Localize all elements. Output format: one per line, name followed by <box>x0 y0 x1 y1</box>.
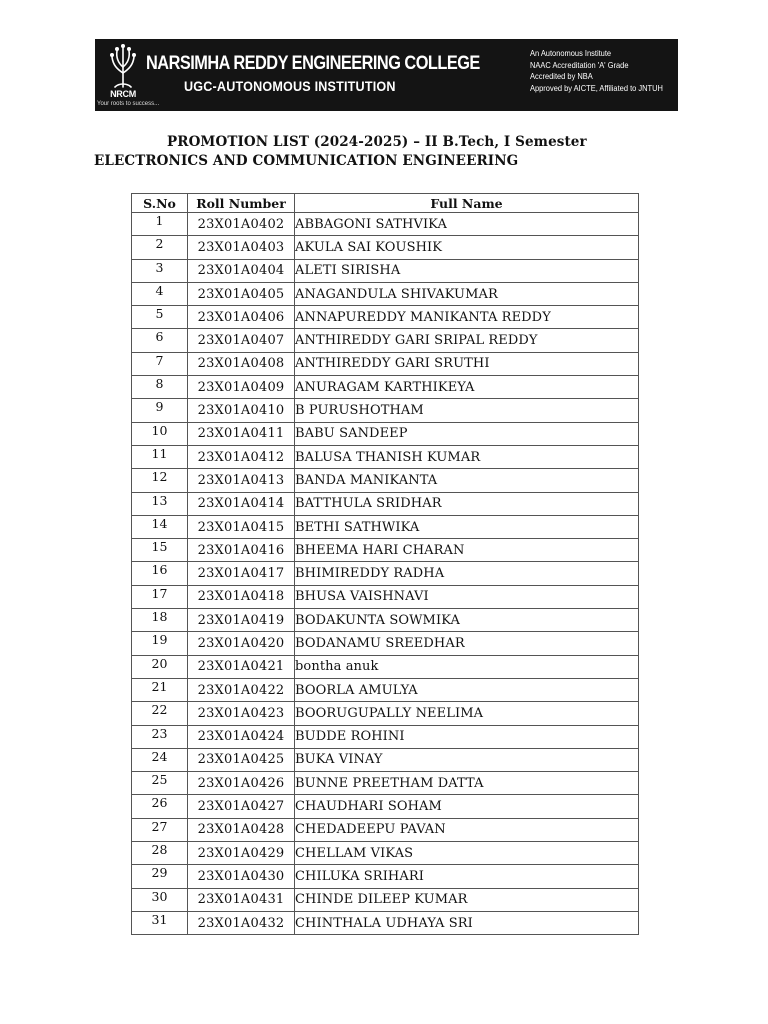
table-row <box>132 585 639 608</box>
full-name-cell: BABU SANDEEP <box>295 422 639 445</box>
table-row <box>132 865 639 888</box>
roll-number-cell: 23X01A0426 <box>188 772 295 795</box>
full-name-cell: AKULA SAI KOUSHIK <box>295 236 639 259</box>
sno-cell: 29 <box>132 865 188 888</box>
table-row <box>132 352 639 375</box>
sno-cell: 20 <box>132 655 188 678</box>
sno-cell: 28 <box>132 842 188 865</box>
table-row <box>132 772 639 795</box>
full-name-cell: BUNNE PREETHAM DATTA <box>295 772 639 795</box>
accreditation-line: NAAC Accreditation 'A' Grade <box>530 59 629 70</box>
sno-cell: 31 <box>132 911 188 934</box>
roll-number-cell: 23X01A0423 <box>188 702 295 725</box>
table-row <box>132 213 639 236</box>
full-name-cell: BOORLA AMULYA <box>295 678 639 701</box>
college-logo <box>101 43 145 107</box>
roll-number-cell: 23X01A0429 <box>188 842 295 865</box>
sno-cell: 12 <box>132 469 188 492</box>
full-name-cell: BALUSA THANISH KUMAR <box>295 445 639 468</box>
sno-cell: 8 <box>132 376 188 399</box>
full-name-cell: BOORUGUPALLY NEELIMA <box>295 702 639 725</box>
sno-cell: 11 <box>132 445 188 468</box>
roll-number-cell: 23X01A0430 <box>188 865 295 888</box>
roll-number-cell: 23X01A0424 <box>188 725 295 748</box>
full-name-cell: BETHI SATHWIKA <box>295 515 639 538</box>
table-row <box>132 888 639 911</box>
table-row <box>132 539 639 562</box>
roll-number-cell: 23X01A0403 <box>188 236 295 259</box>
roll-number-cell: 23X01A0413 <box>188 469 295 492</box>
table-row <box>132 329 639 352</box>
sno-cell: 21 <box>132 678 188 701</box>
roll-number-cell: 23X01A0415 <box>188 515 295 538</box>
full-name-cell: ABBAGONI SATHVIKA <box>295 213 639 236</box>
roll-number-cell: 23X01A0432 <box>188 911 295 934</box>
sno-cell: 19 <box>132 632 188 655</box>
table-row <box>132 492 639 515</box>
roll-number-cell: 23X01A0411 <box>188 422 295 445</box>
sno-cell: 25 <box>132 772 188 795</box>
department-title: ELECTRONICS AND COMMUNICATION ENGINEERING <box>94 153 519 169</box>
tree-icon <box>107 43 139 89</box>
sno-cell: 22 <box>132 702 188 725</box>
full-name-cell: CHELLAM VIKAS <box>295 842 639 865</box>
table-row <box>132 306 639 329</box>
table-row <box>132 469 639 492</box>
full-name-cell: CHEDADEEPU PAVAN <box>295 818 639 841</box>
sno-cell: 7 <box>132 352 188 375</box>
table-body <box>132 213 639 935</box>
full-name-cell: bontha anuk <box>295 655 639 678</box>
sno-cell: 14 <box>132 515 188 538</box>
table-row <box>132 259 639 282</box>
table-row <box>132 842 639 865</box>
sno-cell: 26 <box>132 795 188 818</box>
sno-cell: 16 <box>132 562 188 585</box>
table-row <box>132 795 639 818</box>
full-name-cell: BHEEMA HARI CHARAN <box>295 539 639 562</box>
roll-number-cell: 23X01A0428 <box>188 818 295 841</box>
accreditation-line: Accredited by NBA <box>530 71 593 81</box>
full-name-cell: BATTHULA SRIDHAR <box>295 492 639 515</box>
roll-number-cell: 23X01A0409 <box>188 376 295 399</box>
roll-number-cell: 23X01A0421 <box>188 655 295 678</box>
full-name-cell: BODANAMU SREEDHAR <box>295 632 639 655</box>
full-name-cell: BHIMIREDDY RADHA <box>295 562 639 585</box>
table-row <box>132 515 639 538</box>
college-header-banner <box>95 39 678 111</box>
sno-cell: 1 <box>132 213 188 236</box>
roll-number-cell: 23X01A0417 <box>188 562 295 585</box>
document-title: PROMOTION LIST (2024-2025) – II B.Tech, I Semester <box>167 134 587 150</box>
table-row <box>132 609 639 632</box>
full-name-cell: CHILUKA SRIHARI <box>295 865 639 888</box>
full-name-cell: BUKA VINAY <box>295 748 639 771</box>
column-header-full-name: Full Name <box>295 194 639 213</box>
sno-cell: 9 <box>132 399 188 422</box>
table-row <box>132 678 639 701</box>
full-name-cell: BODAKUNTA SOWMIKA <box>295 609 639 632</box>
full-name-cell: ANTHIREDDY GARI SRUTHI <box>295 352 639 375</box>
column-header-roll-number: Roll Number <box>188 194 295 213</box>
table-row <box>132 236 639 259</box>
full-name-cell: BANDA MANIKANTA <box>295 469 639 492</box>
full-name-cell: ANNAPUREDDY MANIKANTA REDDY <box>295 306 639 329</box>
roll-number-cell: 23X01A0431 <box>188 888 295 911</box>
roll-number-cell: 23X01A0412 <box>188 445 295 468</box>
roll-number-cell: 23X01A0422 <box>188 678 295 701</box>
table-row <box>132 422 639 445</box>
full-name-cell: ALETI SIRISHA <box>295 259 639 282</box>
table-row <box>132 632 639 655</box>
table-header-row <box>132 194 639 213</box>
sno-cell: 3 <box>132 259 188 282</box>
full-name-cell: CHINTHALA UDHAYA SRI <box>295 911 639 934</box>
roll-number-cell: 23X01A0402 <box>188 213 295 236</box>
full-name-cell: CHAUDHARI SOHAM <box>295 795 639 818</box>
column-header-sno: S.No <box>132 194 188 213</box>
table-row <box>132 399 639 422</box>
sno-cell: 2 <box>132 236 188 259</box>
accreditation-info <box>530 48 663 94</box>
roll-number-cell: 23X01A0414 <box>188 492 295 515</box>
accreditation-line: Approved by AICTE, Affiliated to JNTUH <box>530 82 663 93</box>
sno-cell: 4 <box>132 282 188 305</box>
sno-cell: 5 <box>132 306 188 329</box>
sno-cell: 24 <box>132 748 188 771</box>
sno-cell: 27 <box>132 818 188 841</box>
tagline: Your roots to success... <box>97 101 160 107</box>
roll-number-cell: 23X01A0407 <box>188 329 295 352</box>
table-row <box>132 376 639 399</box>
table-row <box>132 725 639 748</box>
table-row <box>132 655 639 678</box>
logo-text: NRCM <box>110 89 136 99</box>
roll-number-cell: 23X01A0404 <box>188 259 295 282</box>
sno-cell: 15 <box>132 539 188 562</box>
table-row <box>132 445 639 468</box>
table-row <box>132 282 639 305</box>
roll-number-cell: 23X01A0418 <box>188 585 295 608</box>
sno-cell: 18 <box>132 609 188 632</box>
full-name-cell: B PURUSHOTHAM <box>295 399 639 422</box>
full-name-cell: ANURAGAM KARTHIKEYA <box>295 376 639 399</box>
roll-number-cell: 23X01A0416 <box>188 539 295 562</box>
full-name-cell: CHINDE DILEEP KUMAR <box>295 888 639 911</box>
full-name-cell: ANAGANDULA SHIVAKUMAR <box>295 282 639 305</box>
sno-cell: 17 <box>132 585 188 608</box>
table-row <box>132 818 639 841</box>
full-name-cell: BUDDE ROHINI <box>295 725 639 748</box>
full-name-cell: BHUSA VAISHNAVI <box>295 585 639 608</box>
roll-number-cell: 23X01A0410 <box>188 399 295 422</box>
table-row <box>132 748 639 771</box>
roll-number-cell: 23X01A0420 <box>188 632 295 655</box>
roll-number-cell: 23X01A0425 <box>188 748 295 771</box>
table-row <box>132 911 639 934</box>
roll-number-cell: 23X01A0427 <box>188 795 295 818</box>
college-name: NARSIMHA REDDY ENGINEERING COLLEGE <box>146 53 480 74</box>
full-name-cell: ANTHIREDDY GARI SRIPAL REDDY <box>295 329 639 352</box>
roll-number-cell: 23X01A0419 <box>188 609 295 632</box>
table-row <box>132 702 639 725</box>
sno-cell: 6 <box>132 329 188 352</box>
roll-number-cell: 23X01A0408 <box>188 352 295 375</box>
accreditation-line: An Autonomous Institute <box>530 48 612 58</box>
sno-cell: 13 <box>132 492 188 515</box>
table-row <box>132 562 639 585</box>
sno-cell: 23 <box>132 725 188 748</box>
promotion-table <box>131 193 639 935</box>
roll-number-cell: 23X01A0406 <box>188 306 295 329</box>
college-subtitle: UGC-AUTONOMOUS INSTITUTION <box>184 78 396 94</box>
roll-number-cell: 23X01A0405 <box>188 282 295 305</box>
sno-cell: 30 <box>132 888 188 911</box>
sno-cell: 10 <box>132 422 188 445</box>
